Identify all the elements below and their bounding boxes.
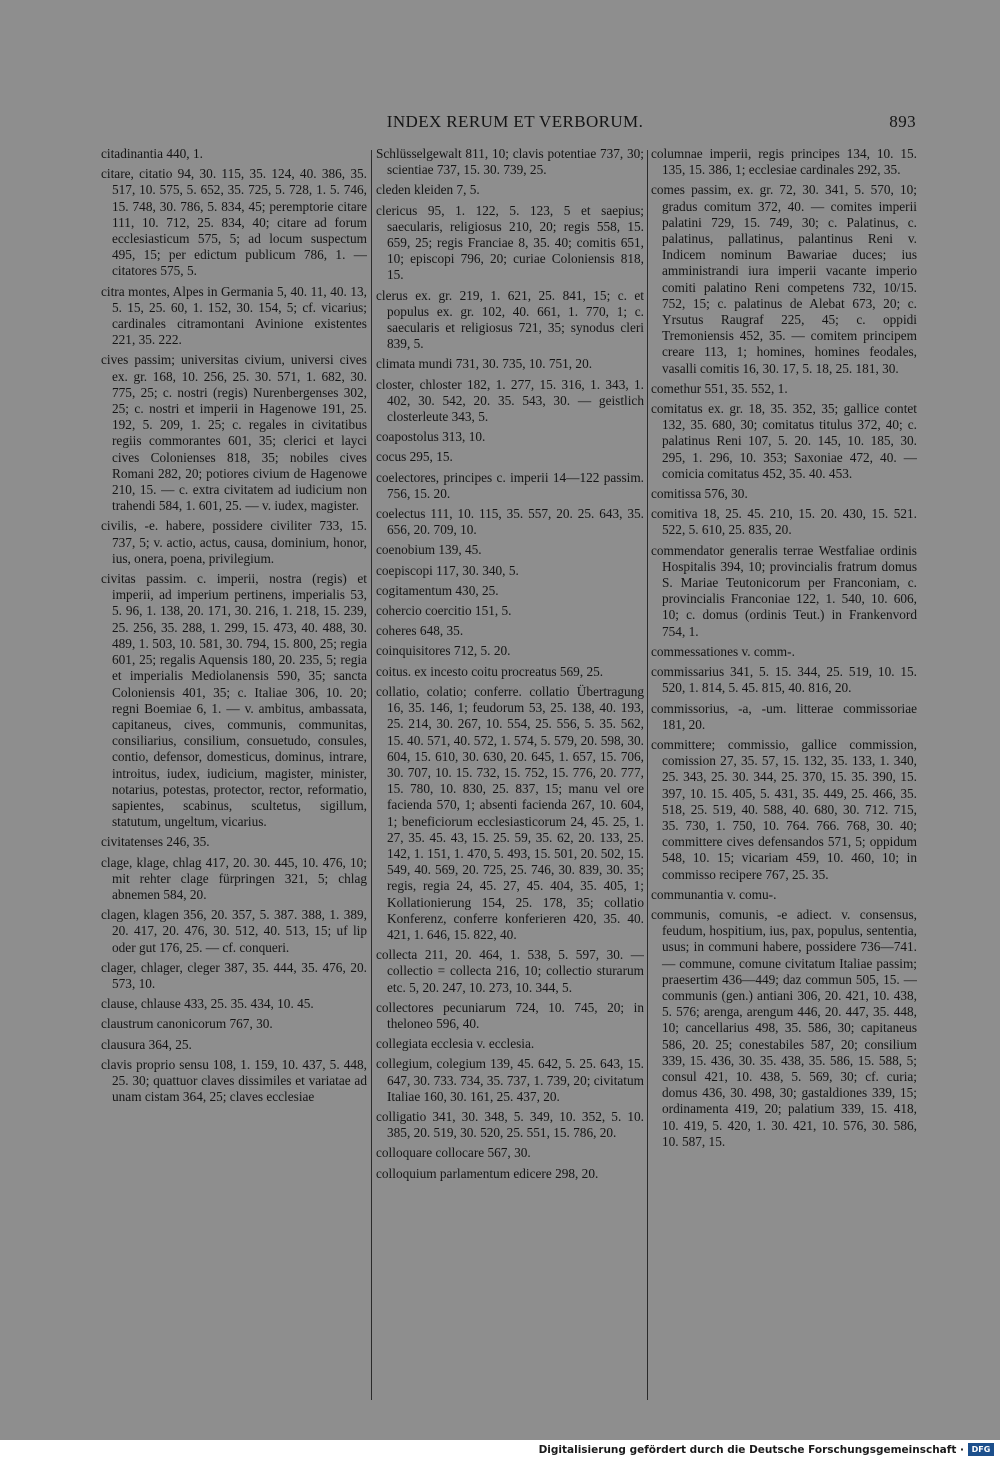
index-entry: climata mundi 731, 30. 735, 10. 751, 20. (376, 356, 593, 372)
index-entry: coepiscopi 117, 30. 340, 5. (376, 562, 519, 578)
page-number: 893 (889, 112, 916, 131)
index-entry: colligatio 341, 30. 348, 5. 349, 10. 352, 5. 10. 385, 20. 519, 30. 520, 25. 551, 15. 786, 20. (376, 1108, 644, 1141)
page-title: INDEX RERUM ET VERBORUM. (386, 112, 644, 131)
index-entry: colloquium parlamentum edicere 298, 20. (376, 1165, 599, 1181)
index-entry: cleden kleiden 7, 5. (376, 182, 480, 198)
column-divider (647, 150, 648, 1400)
index-entry: comethur 551, 35. 552, 1. (651, 380, 788, 396)
index-entry: coitus. ex incesto coitu procreatus 569, 25. (376, 663, 604, 679)
index-entry: coapostolus 313, 10. (376, 429, 486, 445)
index-entry: civilis, -e. habere, possidere civiliter 733, 15. 737, 5; v. actio, actus, causa, dominium, honor, ius, onera, poena, privilegium. (101, 518, 367, 566)
index-entry: clause, chlause 433, 25. 35. 434, 10. 45. (101, 996, 314, 1012)
index-column-3 (651, 146, 917, 1406)
index-entry: civitas passim. c. imperii, nostra (regis) et imperii, ad imperium pertinens, imperialis 53, 5. 96, 1. 138, 20. 171, 30. 216, 1. 218, 15. 239, 25. 256, 35. 288, 1. 299, 15. 473, 40. 488, 30. 489, 1. 503, 10. 581, 30. 794, 15. 800, 25; regia 601, 25; regalis Aquensis 180, 20. 235, 5; regia et imperialis Mediolanensis 590, 35; sancta Coloniensis 401, 35; c. Italiae 306, 10. 20; regni Boemiae 6, 1. — v. ambitus, ambassata, capitaneus, cives, communis, communitas, consiliarius, consilium, consuetudo, consules, contio, defensor, domesticus, dominus, intrare, introitus, iudex, iudicium, magister, minister, notarius, potestas, protector, rector, reformatio, sapientes, scabinus, scultetus, sigillum, statutum, ungeltum, vicarius. (101, 571, 367, 830)
index-entry: commendator generalis terrae Westfaliae ordinis Hospitalis 394, 10; provincialis fratrum domus S. Mariae Teutonicorum per Franconiam, c. provincialis Franconiae 122, 1. 540, 10. 606, 10; c. domus (ordinis Teut.) in Frankenvord 754, 1. (651, 542, 917, 639)
index-entry: comitissa 576, 30. (651, 486, 748, 502)
index-entry: coelectores, principes c. imperii 14—122 passim. 756, 15. 20. (376, 469, 644, 501)
index-entry: colloquare collocare 567, 30. (376, 1145, 531, 1161)
index-entry: clericus 95, 1. 122, 5. 123, 5 et saepius; saecularis, religiosus 210, 20; regis 558, 15. 659, 25; regis Franciae 8, 35. 40; comitis 651, 10; episcopi 796, 20; curiae Coloniensis 818, 15. (376, 202, 644, 283)
index-column-2 (376, 146, 644, 1406)
index-entry: clage, klage, chlag 417, 20. 30. 445, 10. 476, 10; mit rehter clage fürpringen 321, 5; chlag abnemen 584, 20. (101, 854, 367, 902)
index-entry: clager, chlager, cleger 387, 35. 444, 35. 476, 20. 573, 10. (101, 959, 367, 991)
index-entry: collectores pecuniarum 724, 10. 745, 20; in theloneo 596, 40. (376, 999, 644, 1031)
index-column-1 (101, 146, 367, 1406)
index-entry: coenobium 139, 45. (376, 542, 482, 558)
index-entry: clerus ex. gr. 219, 1. 621, 25. 841, 15; c. et populus ex. gr. 102, 40. 661, 1. 770, 1; c. saecularis et religiosus 721, 35; synodus cleri 839, 5. (376, 287, 644, 352)
index-entry: citra montes, Alpes in Germania 5, 40. 11, 40. 13, 5. 15, 25. 60, 1. 152, 30. 154, 5; cf. vicarius; cardinales citramontani Avinione existentes 221, 35. 222. (101, 283, 367, 348)
index-entry: commessationes v. comm-. (651, 643, 795, 659)
index-entry: cogitamentum 430, 25. (376, 582, 499, 598)
index-entry: communis, comunis, -e adiect. v. consensus, feudum, hospitium, ius, pax, populus, sententia, usus; in communi habere, possidere 736—741. — commune, comune civitatum Italiae passim; praesertim 436—449; daz commun 505, 15. — communis (gen.) antiani 306, 20. 421, 10. 438, 5. 576; arenga, arengum 446, 20. 447, 35. 448, 10; cancellarius 498, 35. 586, 30; capitaneus 586, 20. 25; conestabiles 587, 20; consilium 339, 15. 436, 30. 35. 438, 35. 586, 15. 588, 5; consul 421, 10. 438, 5. 569, 30; cf. curia; domus 436, 30. 498, 30; gastaldiones 339, 15; ordinamenta 419, 20; palatium 339, 15. 418, 10. 419, 5. 420, 1. 30. 421, 10. 576, 30. 586, 10. 587, 15. (651, 906, 917, 1149)
index-entry: comitiva 18, 25. 45. 210, 15. 20. 430, 15. 521. 522, 5. 610, 25. 835, 20. (651, 506, 917, 538)
index-entry: Schlüsselgewalt 811, 10; clavis potentiae 737, 30; scientiae 737, 15. 30. 739, 25. (376, 146, 644, 178)
index-entry: civitatenses 246, 35. (101, 834, 210, 850)
index-entry: commissorius, -a, -um. litterae commissoriae 181, 20. (651, 700, 917, 732)
index-entry: comitatus ex. gr. 18, 35. 352, 35; gallice contet 132, 35. 680, 30; comitatus titulus 372, 40; c. palatinus Reni 107, 5. 20. 145, 10. 185, 30. 295, 1. 296, 10. 353; Saxoniae 472, 40. — comicia comitatus 452, 35. 40. 453. (651, 401, 917, 481)
column-divider (371, 150, 372, 1400)
index-entry: collegium, colegium 139, 45. 642, 5. 25. 643, 15. 647, 30. 733. 734, 35. 737, 1. 739, 20; civitatum Italiae 160, 30. 161, 25. 437, 20. (376, 1056, 644, 1104)
running-header (100, 112, 930, 138)
index-entry: committere; commissio, gallice commission, comission 27, 35. 57, 15. 132, 35. 133, 1. 340, 25. 343, 25. 30. 344, 25. 370, 15. 35. 390, 15. 397, 10. 15. 405, 5. 431, 35. 449, 25. 466, 35. 518, 25. 519, 40. 588, 40. 680, 30. 712. 715, 35. 730, 1. 750, 10. 764. 766. 768, 30. 40; committere cives defensandos 571, 5; oppidum 548, 10. 15; vicariam 459, 10. 460, 10; in commisso recipere 767, 25. 35. (651, 736, 917, 882)
index-entry: closter, chloster 182, 1. 277, 15. 316, 1. 343, 1. 402, 30. 542, 20. 35. 543, 30. — geistlich closterleute 343, 5. (376, 376, 644, 425)
index-entry: collegiata ecclesia v. ecclesia. (376, 1036, 535, 1052)
index-entry: commissarius 341, 5. 15. 344, 25. 519, 10. 15. 520, 1. 814, 5. 45. 815, 40. 816, 20. (651, 664, 917, 696)
index-entry: cives passim; universitas civium, universi cives ex. gr. 168, 10. 256, 25. 30. 571, 1. 682, 30. 775, 25; c. nostri (regis) Nurenbergenses 302, 25; c. nostri et imperii in Hagenowe 191, 25. 192, 5. 209, 1. 25; c. regales in civitatibus regiis commorantes 601, 35; clerici et layci cives Colonienses 818, 35; nobiles cives Romani 282, 20; potiores civium de Hagenowe 210, 15. — c. extra civitatem ad iudicium non trahendi 584, 1. 601, 25. — v. iudex, magister. (101, 352, 367, 514)
index-entry: coinquisitores 712, 5. 20. (376, 643, 511, 659)
index-entry: communantia v. comu-. (651, 886, 777, 902)
index-entry: clagen, klagen 356, 20. 357, 5. 387. 388, 1. 389, 20. 417, 20. 476, 30. 512, 40. 513, 15; uf lip oder gut 176, 25. — cf. conqueri. (101, 907, 367, 955)
index-entry: comes passim, ex. gr. 72, 30. 341, 5. 570, 10; gradus comitum 372, 40. — comites imperii palatini 729, 15. 749, 30; c. Palatinus, c. palatinus, pallatinus, palantinus Reni v. Indicem nominum Bawariae duces; ius amministrandi iura imperii vacante imperio comiti palatino Reni competens 732, 10/15. 752, 15; c. palatinus de Alebat 673, 20; c. Yrsutus Raugraf 225, 45; c. oppidi Tremoniensis 452, 35. — comitem principem creare 113, 1; homines, homines feodales, vasalli comitis 16, 30. 17, 5. 18, 25. 181, 30. (651, 182, 917, 376)
index-entry: citadinantia 440, 1. (101, 146, 203, 161)
index-entry: coelectus 111, 10. 115, 35. 557, 20. 25. 643, 35. 656, 20. 709, 10. (376, 506, 644, 538)
dfg-logo: DFG (968, 1443, 994, 1456)
index-entry: collatio, colatio; conferre. collatio Übertragung 16, 35. 146, 1; feudorum 53, 25. 138, 40. 193, 25. 214, 30. 267, 10. 554, 25. 556, 5. 35. 562, 15. 40. 571, 40. 572, 1. 574, 5. 579, 20. 598, 30. 604, 15. 610, 30. 630, 20. 645, 1. 657, 15. 706, 30. 707, 10. 15. 732, 15. 752, 15. 776, 20. 777, 15. 780, 10. 830, 25. 837, 15; manu vel ore facienda 570, 1; absenti facienda 267, 10. 604, 1; beneficiorum ecclesiasticorum 24, 45. 25, 1. 27, 35. 45. 43, 15. 25. 59, 35. 62, 20. 133, 25. 142, 1. 151, 1. 470, 5. 493, 15. 501, 20. 502, 15. 549, 40. 569, 20. 725, 25. 746, 30. 839, 30. 35; regis, regia 24, 45. 27, 45. 404, 35. 405, 1; Kollationierung 154, 25. 178, 35; collatio Konferenz, conferre konferieren 420, 35. 40. 421, 1. 646, 15. 822, 40. (376, 683, 644, 942)
index-entry: clausura 364, 25. (101, 1036, 192, 1052)
index-entry: citare, citatio 94, 30. 115, 35. 124, 40. 386, 35. 517, 10. 575, 5. 652, 35. 725, 5. 728, 1. 5. 746, 15. 748, 30. 786, 5. 834, 45; peremptorie citare 111, 10. 712, 25. 834, 40; citare ad forum ecclesiasticum 575, 5; ad locum suspectum 495, 15; per edictum publicum 786, 1. — citatores 575, 5. (101, 166, 367, 279)
index-entry: clavis proprio sensu 108, 1. 159, 10. 437, 5. 448, 25. 30; quattuor claves dissimiles et variatae ad unam cistam 364, 25; claves ecclesiae (101, 1056, 367, 1105)
index-entry: cocus 295, 15. (376, 449, 453, 465)
index-entry: collecta 211, 20. 464, 1. 538, 5. 597, 30. — collectio = collecta 216, 10; collectio sturarum etc. 5, 20. 247, 10. 273, 10. 344, 5. (376, 947, 644, 995)
index-entry: claustrum canonicorum 767, 30. (101, 1016, 273, 1032)
funding-note: Digitalisierung gefördert durch die Deutsche Forschungsgemeinschaft · (538, 1444, 964, 1456)
index-entry: cohercio coercitio 151, 5. (376, 603, 512, 619)
index-entry: coheres 648, 35. (376, 623, 464, 639)
digitization-footer (0, 1440, 1000, 1460)
index-entry: columnae imperii, regis principes 134, 10. 15. 135, 15. 386, 1; ecclesiae cardinales 292, 35. (651, 146, 917, 178)
